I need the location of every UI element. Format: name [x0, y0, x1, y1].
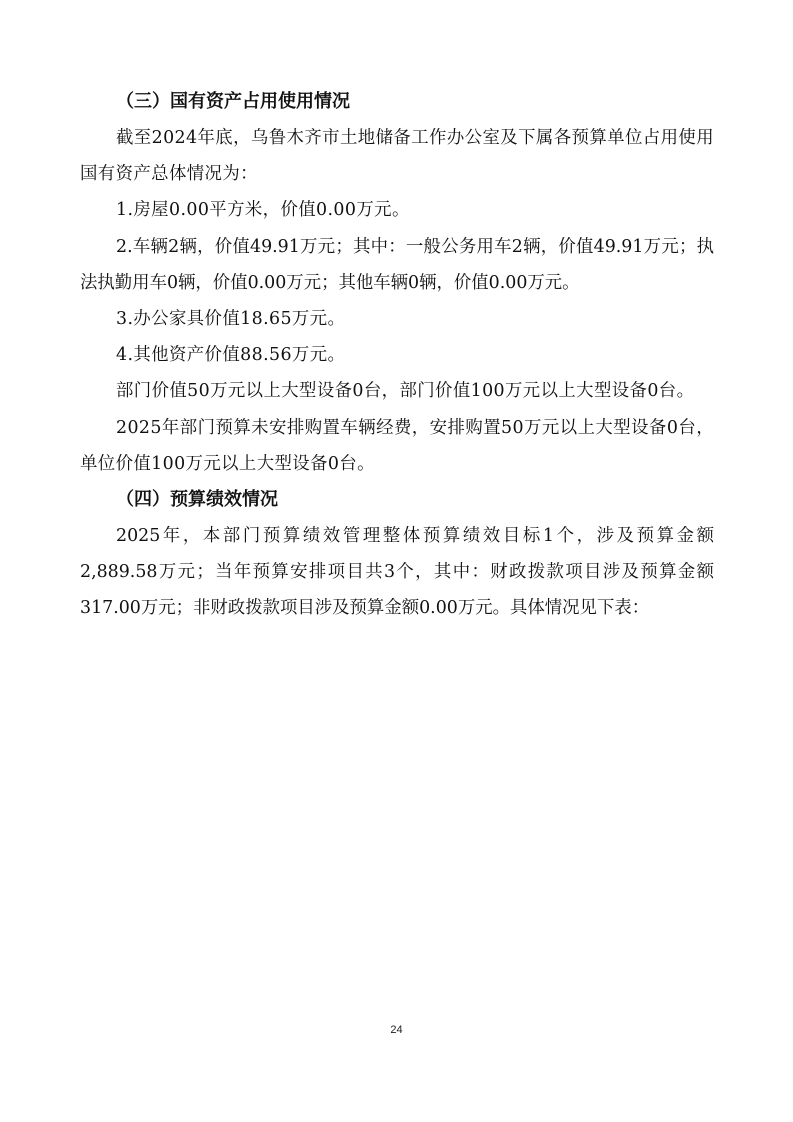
budget-2025-paragraph: 2025年部门预算未安排购置车辆经费，安排购置50万元以上大型设备0台，单位价值100万元以上大型设备0台。	[80, 417, 714, 474]
page-content	[80, 84, 714, 627]
page-number: 24	[390, 1024, 403, 1036]
assets-item-furniture: 3.办公家具价值18.65万元。	[116, 309, 346, 330]
assets-item-other: 4.其他资产价值88.56万元。	[116, 345, 346, 366]
performance-paragraph: 2025年，本部门预算绩效管理整体预算绩效目标1个，涉及预算金额2,889.58万元；当年预算安排项目共3个，其中：财政拨款项目涉及预算金额317.00万元；非财政拨款项目涉及预算金额0.00万元。具体情况见下表：	[80, 526, 714, 619]
assets-item-housing: 1.房屋0.00平方米，价值0.00万元。	[116, 200, 410, 221]
section-heading-assets: （三）国有资产占用使用情况	[116, 91, 350, 112]
assets-intro-paragraph: 截至2024年底，乌鲁木齐市土地储备工作办公室及下属各预算单位占用使用国有资产总体情况为：	[80, 128, 714, 185]
section-heading-performance: （四）预算绩效情况	[116, 489, 278, 511]
equipment-paragraph: 部门价值50万元以上大型设备0台，部门价值100万元以上大型设备0台。	[116, 381, 695, 402]
assets-item-vehicles: 2.车辆2辆，价值49.91万元；其中：一般公务用车2辆，价值49.91万元；执法执勤用车0辆，价值0.00万元；其他车辆0辆，价值0.00万元。	[80, 236, 714, 293]
